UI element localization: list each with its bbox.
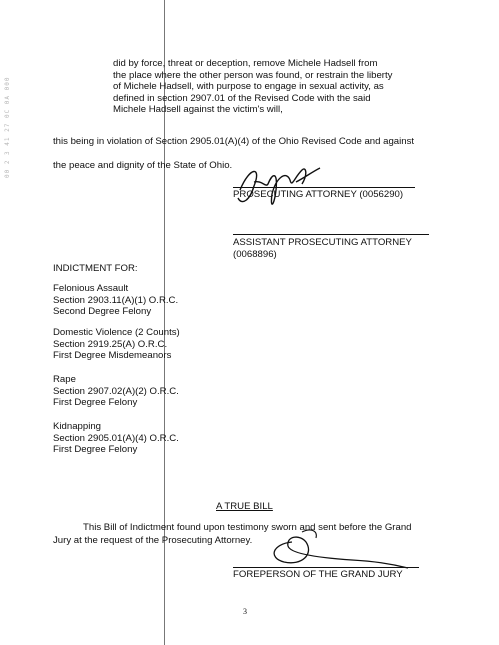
count-felonious-assault [53,283,178,318]
count-degree: Second Degree Felony [53,306,152,317]
page-number: 3 [243,607,247,616]
paragraph-line: of Michele Hadsell, with purpose to engage in sexual activity, as [113,81,384,92]
count-section: Section 2905.01(A)(4) O.R.C. [53,432,179,444]
foreperson-signature-line [233,567,419,568]
edge-scan-stamp: 00 2 3 41 27 0C 0A 000 [4,76,11,178]
charge-paragraph [113,58,413,116]
violation-line: this being in violation of Section 2905.01(A)(4) of the Ohio Revised Code and against [53,136,415,147]
count-rape [53,374,179,409]
true-bill-heading: A TRUE BILL [216,501,273,512]
true-bill-line-1: This Bill of Indictment found upon testimony sworn and sent before the Grand [83,522,412,533]
paragraph-line: the place where the other person was found, or restrain the liberty [113,69,393,81]
peace-dignity-line: the peace and dignity of the State of Ohio. [53,160,233,171]
count-domestic-violence [53,327,180,362]
assistant-attorney-number: (0068896) [233,249,277,260]
assistant-attorney-label: ASSISTANT PROSECUTING ATTORNEY [233,237,412,248]
count-degree: First Degree Misdemeanors [53,350,172,361]
prosecuting-attorney-label: PROSECUTING ATTORNEY (0056290) [233,189,404,200]
count-name: Felonious Assault [53,283,129,294]
paragraph-line: Michele Hadsell against the victim's will, [113,104,283,115]
prosecutor-signature-icon [232,160,332,212]
count-kidnapping [53,421,179,456]
count-name: Kidnapping [53,421,102,432]
count-section: Section 2919.25(A) O.R.C. [53,338,168,350]
count-name: Domestic Violence (2 Counts) [53,327,180,338]
prosecutor-signature-line [233,187,415,188]
true-bill-line-2: Jury at the request of the Prosecuting Attorney. [53,535,253,546]
foreperson-label: FOREPERSON OF THE GRAND JURY [233,569,403,580]
count-degree: First Degree Felony [53,397,138,408]
count-degree: First Degree Felony [53,444,138,455]
count-section: Section 2903.11(A)(1) O.R.C. [53,294,179,306]
indictment-heading: INDICTMENT FOR: [53,263,138,274]
count-section: Section 2907.02(A)(2) O.R.C. [53,385,179,397]
count-name: Rape [53,374,76,385]
paragraph-line: did by force, threat or deception, remove Michele Hadsell from [113,58,378,69]
paragraph-line: defined in section 2907.01 of the Revised Code with the said [113,92,371,104]
assistant-signature-line [233,234,429,235]
